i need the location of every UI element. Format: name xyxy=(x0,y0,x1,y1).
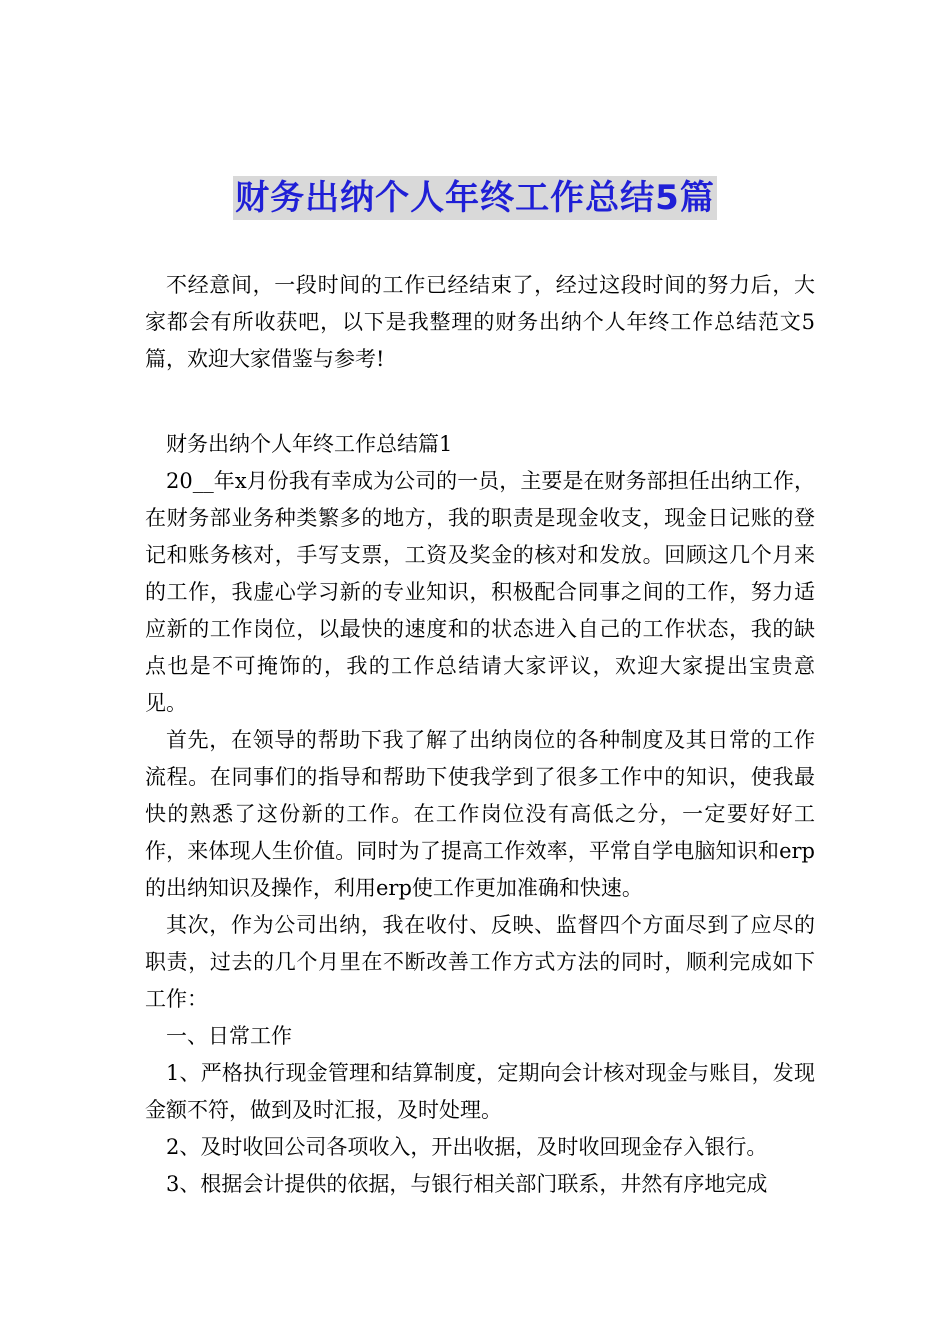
list-item: 2、及时收回公司各项收入，开出收据，及时收回现金存入银行。 xyxy=(166,1135,768,1159)
section-heading: 财务出纳个人年终工作总结篇1 xyxy=(166,432,453,456)
body-paragraph: 其次，作为公司出纳，我在收付、反映、监督四个方面尽到了应尽的职责，过去的几个月里在不断改善工作方式方法的同时，顺利完成如下工作： xyxy=(145,913,815,1011)
list-item: 1、严格执行现金管理和结算制度，定期向会计核对现金与账目，发现金额不符，做到及时汇报，及时处理。 xyxy=(145,1061,815,1122)
document-title: 财务出纳个人年终工作总结5篇 xyxy=(235,178,715,218)
list-heading: 一、日常工作 xyxy=(166,1024,292,1048)
body-paragraph: 首先，在领导的帮助下我了解了出纳岗位的各种制度及其日常的工作流程。在同事们的指导和帮助下使我学到了很多工作中的知识，使我最快的熟悉了这份新的工作。在工作岗位没有高低之分，一定要好好工作，来体现人生价值。同时为了提高工作效率，平常自学电脑知识和erp的出纳知识及操作，利用erp使工作更加准确和快速。 xyxy=(145,728,815,900)
list-item: 3、根据会计提供的依据，与银行相关部门联系，井然有序地完成 xyxy=(166,1172,768,1196)
paragraph-spacer xyxy=(145,378,815,426)
body-paragraph: 20__年x月份我有幸成为公司的一员，主要是在财务部担任出纳工作，在财务部业务种类繁多的地方，我的职责是现金收支，现金日记账的登记和账务核对，手写支票，工资及奖金的核对和发放。回顾这几个月来的工作，我虚心学习新的专业知识，积极配合同事之间的工作，努力适应新的工作岗位，以最快的速度和的状态进入自己的工作状态，我的缺点也是不可掩饰的，我的工作总结请大家评议，欢迎大家提出宝贵意见。 xyxy=(145,469,815,715)
title-container xyxy=(0,176,950,220)
document-body xyxy=(145,267,815,1203)
intro-paragraph: 不经意间，一段时间的工作已经结束了，经过这段时间的努力后，大家都会有所收获吧，以下是我整理的财务出纳个人年终工作总结范文5篇，欢迎大家借鉴与参考! xyxy=(145,273,815,371)
